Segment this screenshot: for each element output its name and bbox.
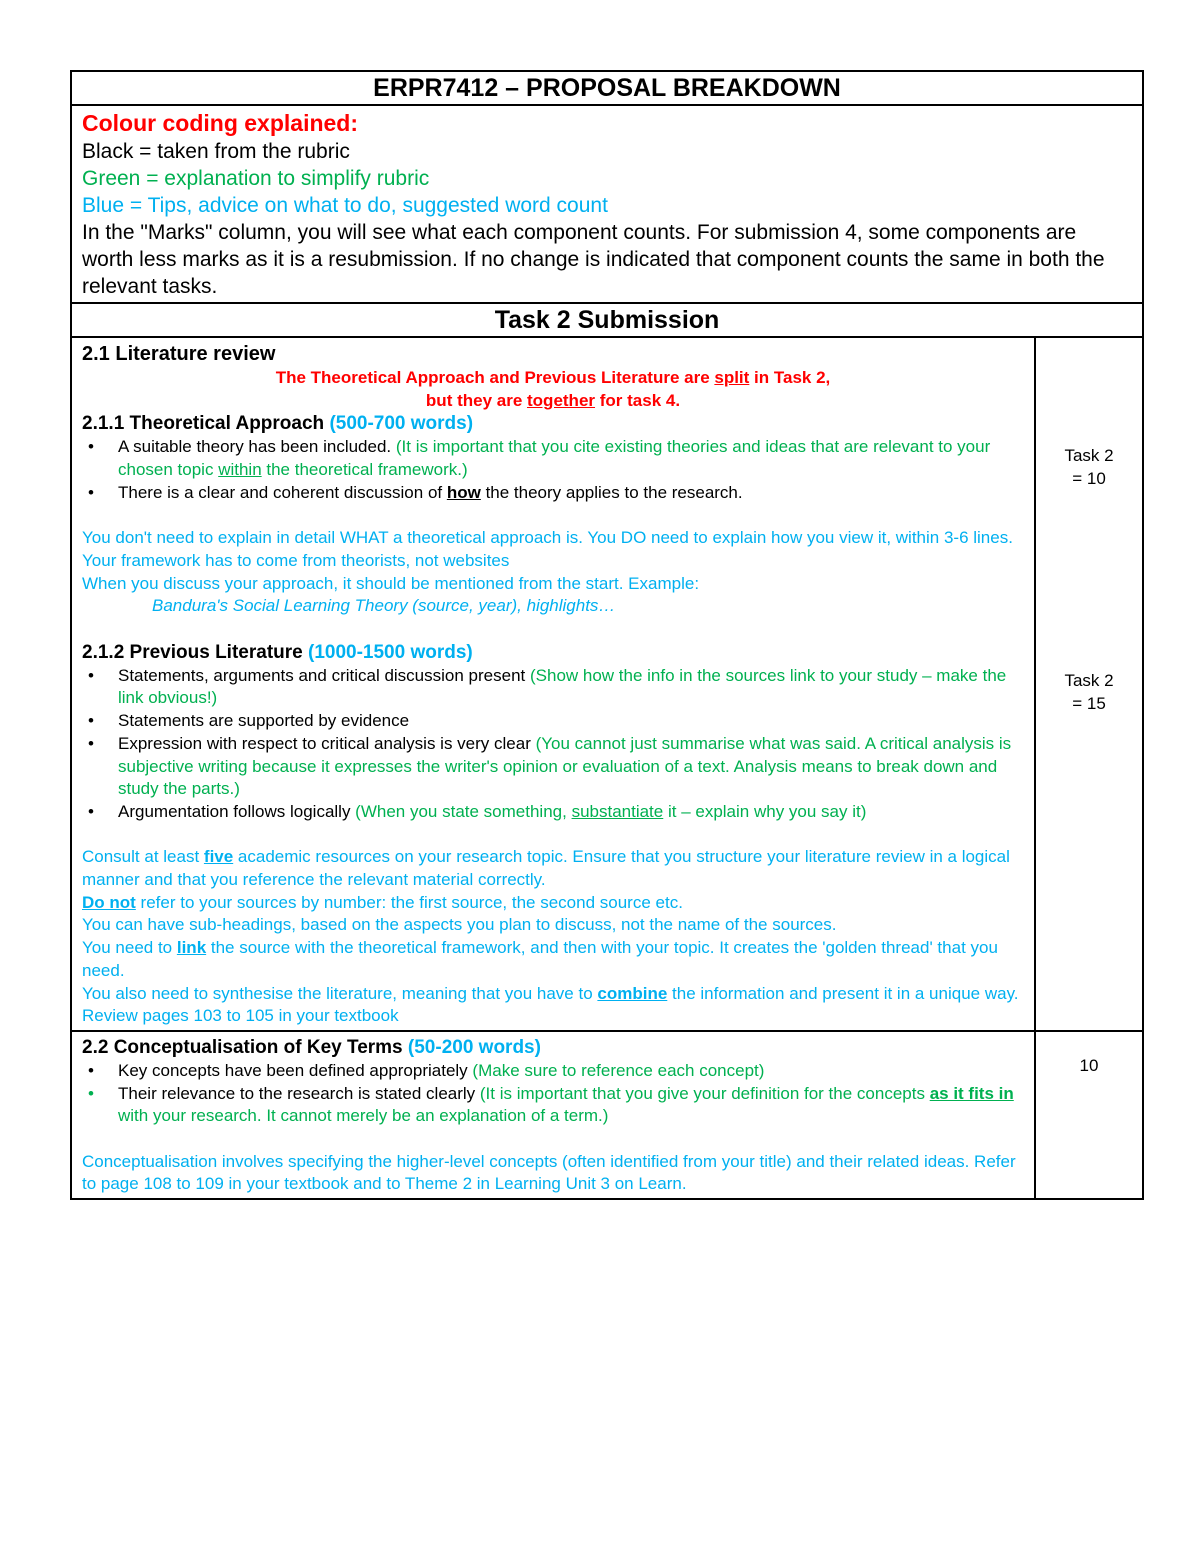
concept-criteria-list bbox=[82, 1060, 1024, 1128]
prev-word-count: (1000-1500 words) bbox=[308, 641, 473, 663]
task-heading-row bbox=[71, 303, 1143, 337]
list-item: • Key concepts have been defined appropriately (Make sure to reference each concept) bbox=[118, 1060, 1024, 1083]
prev-tip-4: You need to link the source with the theoretical framework, and then with your topic. It creates the 'golden thread' that you need. bbox=[82, 938, 998, 980]
legend-heading: Colour coding explained: bbox=[82, 110, 359, 136]
prev-criteria-list bbox=[82, 665, 1024, 824]
concept-tip: Conceptualisation involves specifying the higher-level concepts (often identified from your title) and their related ideas. Refer to page 108 to 109 in your textbook and to Theme 2 in Learning Unit 3 on Learn. bbox=[82, 1151, 1016, 1194]
conceptualisation-row bbox=[71, 1031, 1143, 1199]
conceptualisation-cell bbox=[71, 1031, 1035, 1199]
theory-criteria-list bbox=[82, 436, 1024, 504]
list-item: • Their relevance to the research is stated clearly (It is important that you give your definition for the concepts as it fits in with your research. It cannot merely be an explanation of a term.) bbox=[118, 1083, 1024, 1128]
legend-row bbox=[71, 105, 1143, 303]
theoretical-approach-heading: 2.1.1 Theoretical Approach (500-700 words) bbox=[82, 413, 474, 435]
legend-marks-note: In the "Marks" column, you will see what each component counts. For submission 4, some components are worth less marks as it is a resubmission. If no change is indicated that component counts the same in both the relevant tasks. bbox=[82, 221, 1105, 298]
theory-marks: Task 2 = 10 bbox=[1064, 446, 1114, 488]
theory-tip-2: When you discuss your approach, it should be mentioned from the start. Example: bbox=[82, 573, 700, 593]
theory-word-count: (500-700 words) bbox=[329, 413, 474, 435]
document-page bbox=[70, 70, 1142, 1200]
proposal-table bbox=[70, 70, 1144, 1200]
theory-tip-1: You don't need to explain in detail WHAT a theoretical approach is. You DO need to explain how you view it, within 3-6 lines. Your framework has to come from theorists, not websites bbox=[82, 528, 1013, 570]
concept-marks: 10 bbox=[1035, 1031, 1143, 1199]
list-item: • Argumentation follows logically (When you state something, substantiate it – explain why you say it) bbox=[118, 801, 1024, 824]
literature-review-row bbox=[71, 337, 1143, 1031]
legend-black: Black = taken from the rubric bbox=[82, 140, 350, 163]
theory-example: Bandura's Social Learning Theory (source, year), highlights… bbox=[152, 596, 616, 616]
legend-blue: Blue = Tips, advice on what to do, suggested word count bbox=[82, 194, 608, 217]
prev-tip-1: Consult at least five academic resources on your research topic. Ensure that you structure your literature review in a logical manner and that you reference the relevant material correctly. bbox=[82, 847, 1010, 890]
prev-tip-6: Review pages 103 to 105 in your textbook bbox=[82, 1006, 399, 1026]
prev-tip-2: Do not refer to your sources by number: the first source, the second source etc. bbox=[82, 892, 683, 912]
colour-legend bbox=[71, 105, 1143, 303]
literature-review-cell bbox=[71, 337, 1035, 1031]
title-row bbox=[71, 71, 1143, 105]
list-item: • Expression with respect to critical analysis is very clear (You cannot just summarise what was said. A critical analysis is subjective writing because it expresses the writer's opinion or evaluation of a text. Analysis means to break down and study the parts.) bbox=[118, 733, 1024, 801]
list-item: • A suitable theory has been included. (It is important that you cite existing theories and ideas that are relevant to your chosen topic within the theoretical framework.) bbox=[118, 436, 1024, 481]
list-item: • Statements are supported by evidence bbox=[118, 710, 1024, 733]
conceptualisation-heading: 2.2 Conceptualisation of Key Terms (50-200 words) bbox=[82, 1036, 541, 1058]
previous-literature-heading: 2.1.2 Previous Literature (1000-1500 words) bbox=[82, 641, 473, 663]
document-title: ERPR7412 – PROPOSAL BREAKDOWN bbox=[71, 71, 1143, 105]
prev-marks: Task 2 = 15 bbox=[1064, 671, 1114, 713]
legend-green: Green = explanation to simplify rubric bbox=[82, 167, 430, 190]
prev-tip-3: You can have sub-headings, based on the aspects you plan to discuss, not the name of the sources. bbox=[82, 915, 837, 935]
literature-marks-cell bbox=[1035, 337, 1143, 1031]
task-heading: Task 2 Submission bbox=[71, 303, 1143, 337]
literature-review-heading: 2.1 Literature review bbox=[82, 343, 276, 365]
split-note: The Theoretical Approach and Previous Literature are split in Task 2, bbox=[275, 368, 831, 387]
list-item: • There is a clear and coherent discussion of how the theory applies to the research. bbox=[118, 482, 1024, 505]
list-item: • Statements, arguments and critical discussion present (Show how the info in the sources link to your study – make the link obvious!) bbox=[118, 665, 1024, 710]
together-note: but they are together for task 4. bbox=[425, 390, 681, 410]
concept-word-count: (50-200 words) bbox=[407, 1036, 541, 1058]
prev-tip-5: You also need to synthesise the literature, meaning that you have to combine the information and present it in a unique way. bbox=[82, 983, 1019, 1003]
